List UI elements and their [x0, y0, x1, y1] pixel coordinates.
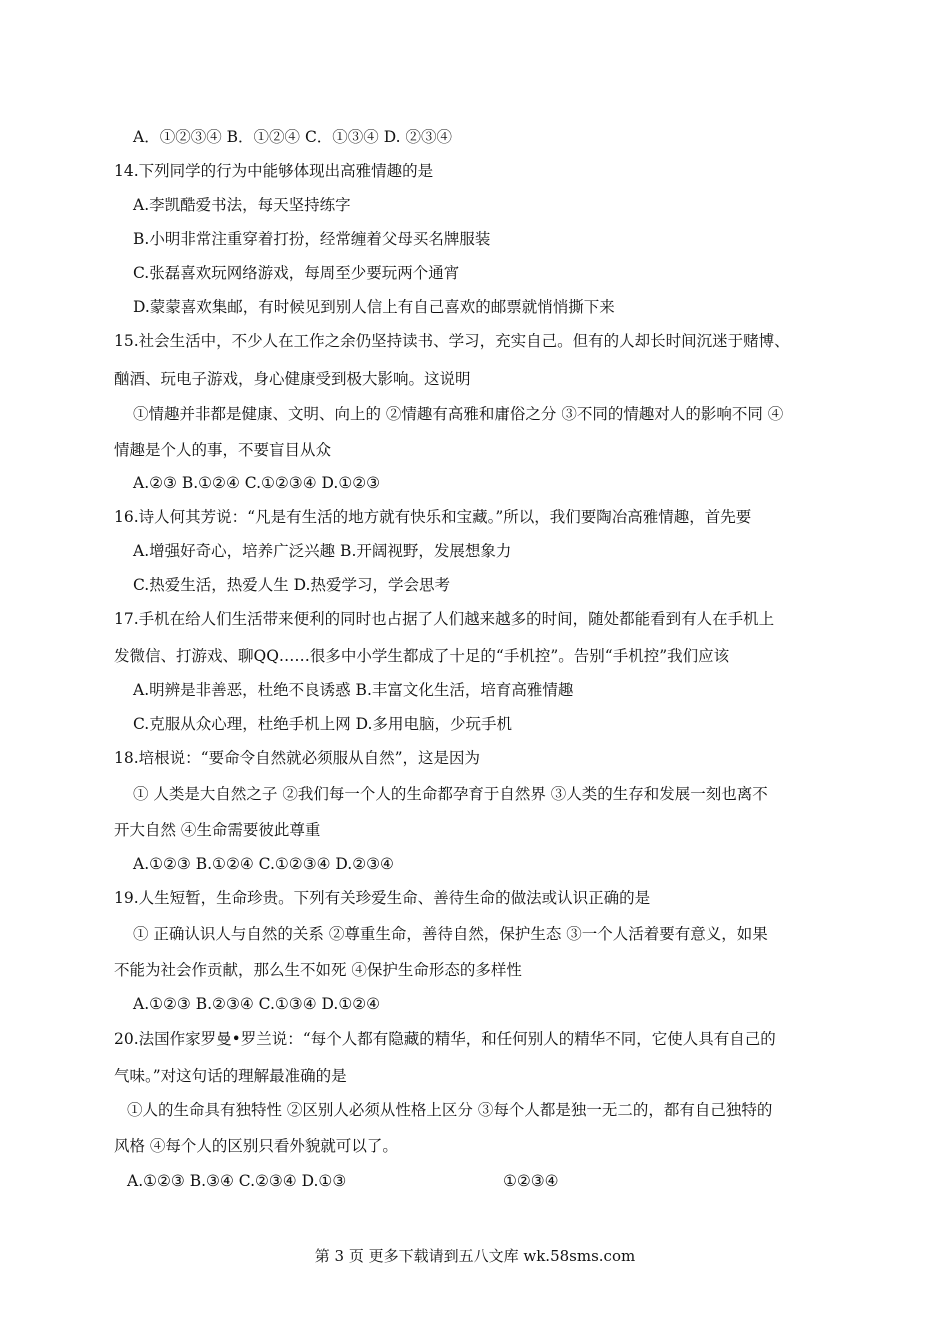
q19-stem: 19.人生短暂，生命珍贵。下列有关珍爱生命、善待生命的做法或认识正确的是 — [114, 889, 651, 907]
q18-statements-2: 开大自然 ④生命需要彼此尊重 — [114, 821, 321, 839]
q14-option-a: A.李凯酷爱书法，每天坚持练字 — [133, 196, 351, 214]
q18-options: A.①②③ B.①②④ C.①②③④ D.②③④ — [133, 855, 394, 873]
page-footer: 第 3 页 更多下载请到五八文库 wk.58sms.com — [314, 1247, 636, 1265]
q15-options: A.②③ B.①②④ C.①②③④ D.①②③ — [133, 474, 381, 492]
q14-option-d: D.蒙蒙喜欢集邮，有时候见到别人信上有自己喜欢的邮票就悄悄撕下来 — [133, 298, 615, 316]
q19-statements-2: 不能为社会作贡献，那么生不如死 ④保护生命形态的多样性 — [114, 961, 522, 979]
q18-statements-1: ① 人类是大自然之子 ②我们每一个人的生命都孕育于自然界 ③人类的生存和发展一刻也离不 — [133, 785, 768, 803]
q17-options-ab: A.明辨是非善恶，杜绝不良诱惑 B.丰富文化生活，培育高雅情趣 — [133, 681, 574, 699]
q14-stem: 14.下列同学的行为中能够体现出高雅情趣的是 — [114, 162, 434, 180]
q16-options-cd: C.热爱生活，热爱人生 D.热爱学习，学会思考 — [133, 576, 450, 594]
q15-stem-2: 酗酒、玩电子游戏，身心健康受到极大影响。这说明 — [114, 370, 471, 388]
q20-stem-2: 气味。”对这句话的理解最准确的是 — [114, 1067, 347, 1085]
q18-stem: 18.培根说：“要命令自然就必须服从自然”，这是因为 — [114, 749, 480, 767]
q19-statements-1: ① 正确认识人与自然的关系 ②尊重生命，善待自然，保护生态 ③一个人活着要有意义，如果 — [133, 925, 768, 943]
q20-statements-2: 风格 ④每个人的区别只看外貌就可以了。 — [114, 1137, 398, 1155]
q20-options: A.①②③ B.③④ C.②③④ D.①③ — [127, 1172, 347, 1190]
q16-options-ab: A.增强好奇心，培养广泛兴趣 B.开阔视野，发展想象力 — [133, 542, 512, 560]
q15-stem-1: 15.社会生活中，不少人在工作之余仍坚持读书、学习，充实自己。但有的人却长时间沉迷于赌博、 — [114, 332, 790, 350]
q20-stem-1: 20.法国作家罗曼•罗兰说：“每个人都有隐藏的精华，和任何别人的精华不同，它使人具有自己的 — [114, 1030, 776, 1048]
q17-options-cd: C.克服从众心理，杜绝手机上网 D.多用电脑，少玩手机 — [133, 715, 512, 733]
q17-stem-1: 17.手机在给人们生活带来便利的同时也占据了人们越来越多的时间，随处都能看到有人在手机上 — [114, 610, 775, 628]
q20-statements-1: ①人的生命具有独特性 ②区别人必须从性格上区分 ③每个人都是独一无二的，都有自己独特的 — [127, 1101, 773, 1119]
q14-option-c: C.张磊喜欢玩网络游戏，每周至少要玩两个通宵 — [133, 264, 460, 282]
q13-options: A．①②③④ B．①②④ C．①③④ D. ②③④ — [133, 128, 452, 146]
q16-stem: 16.诗人何其芳说：“凡是有生活的地方就有快乐和宝藏。”所以，我们要陶冶高雅情趣，首先要 — [114, 508, 752, 526]
q17-stem-2: 发微信、打游戏、聊QQ……很多中小学生都成了十足的“手机控”。告别“手机控”我们应该 — [114, 647, 730, 665]
q15-statements-1: ①情趣并非都是健康、文明、向上的 ②情趣有高雅和庸俗之分 ③不同的情趣对人的影响不同 ④ — [133, 405, 784, 423]
q15-statements-2: 情趣是个人的事，不要盲目从众 — [114, 441, 332, 459]
q19-options: A.①②③ B.②③④ C.①③④ D.①②④ — [133, 995, 381, 1013]
q20-extra-option: ①②③④ — [503, 1172, 559, 1190]
q14-option-b: B.小明非常注重穿着打扮，经常缠着父母买名牌服装 — [133, 230, 491, 248]
